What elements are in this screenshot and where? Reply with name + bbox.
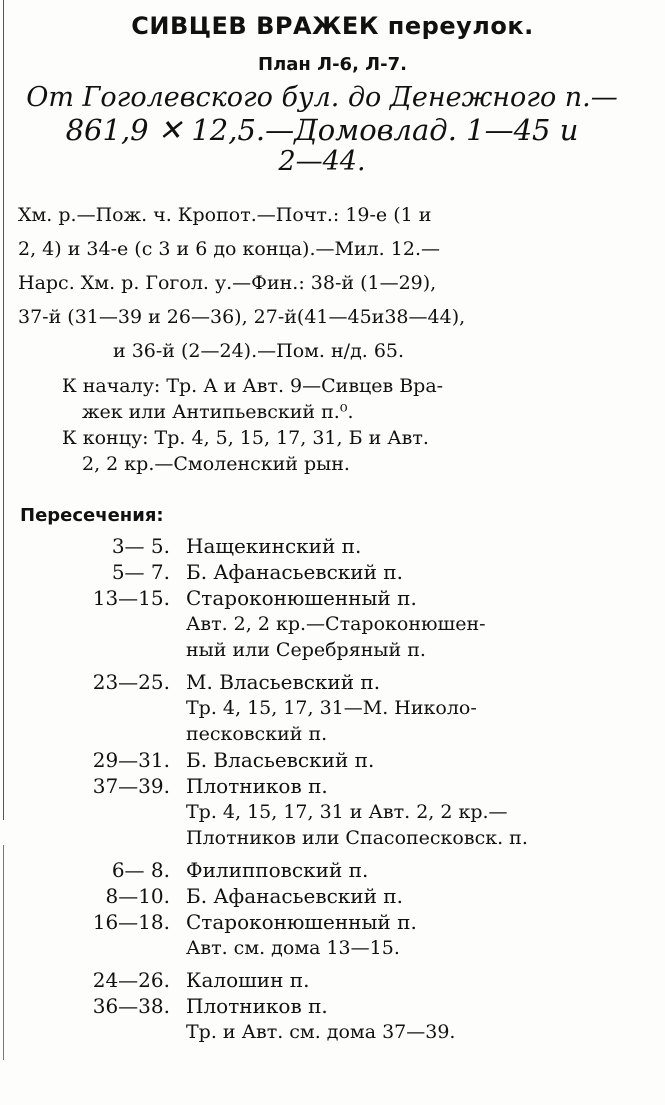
crossing-transit-note: Тр. 4, 15, 17, 31—М. Николо- — [186, 697, 477, 719]
crossing-transit-note: Авт. 2, 2 кр.—Староконюшен- — [186, 613, 486, 635]
crossing-house-numbers: 8—10. — [105, 884, 170, 908]
crossing-street-name: Филипповский п. — [186, 858, 369, 882]
crossing-transit-note: Плотников или Спасопесковск. п. — [186, 827, 528, 849]
crossing-house-numbers: 6— 8. — [111, 858, 170, 882]
route-line: 2—44. — [278, 146, 366, 177]
route-line: От Гоголевского бул. до Денежного п.— — [26, 82, 618, 113]
crossing-house-numbers: 24—26. — [92, 968, 170, 992]
crossing-street-name: Калошин п. — [186, 968, 310, 992]
transit-start-line: К началу: Тр. А и Авт. 9—Сивцев Вра- — [62, 375, 444, 397]
district-line: Нарс. Хм. р. Гогол. у.—Фин.: 38-й (1—29), — [18, 272, 437, 294]
route-description — [22, 82, 622, 178]
transit-info — [62, 373, 622, 477]
crossing-street-name: Плотников п. — [186, 994, 328, 1018]
district-info — [18, 198, 618, 368]
crossing-street-name: М. Власьевский п. — [186, 670, 381, 694]
crossing-transit-note: Авт. см. дома 13—15. — [186, 937, 400, 959]
crossing-transit-note: песковский п. — [186, 723, 328, 745]
route-line: 861,9 ✕ 12,5.—Домовлад. 1—45 и — [65, 113, 579, 147]
plan-reference: План Л-6, Л-7. — [258, 54, 407, 75]
page-edge-line — [3, 0, 4, 820]
street-title: СИВЦЕВ ВРАЖЕК переулок. — [131, 12, 534, 40]
crossing-transit-note: Тр. и Авт. см. дома 37—39. — [186, 1021, 456, 1043]
crossing-house-numbers: 29—31. — [92, 748, 170, 772]
crossing-house-numbers: 5— 7. — [111, 560, 170, 584]
district-line: 37-й (31—39 и 26—36), 27-й(41—45и38—44), — [18, 306, 466, 328]
transit-start-line: жек или Антипьевский п.⁰. — [82, 401, 354, 423]
crossing-street-name: Нащекинский п. — [186, 534, 362, 558]
district-line: Хм. р.—Пож. ч. Кропот.—Почт.: 19-е (1 и — [18, 204, 432, 226]
district-line: и 36-й (2—24).—Пом. н/д. 65. — [113, 340, 405, 362]
crossing-street-name: Плотников п. — [186, 774, 328, 798]
crossing-street-name: Староконюшенный п. — [186, 586, 417, 610]
district-line: 2, 4) и 34-е (с 3 и 6 до конца).—Мил. 12.— — [18, 238, 440, 260]
crossing-house-numbers: 36—38. — [92, 994, 170, 1018]
crossing-transit-note: Тр. 4, 15, 17, 31 и Авт. 2, 2 кр.— — [186, 801, 508, 823]
crossing-house-numbers: 13—15. — [92, 586, 170, 610]
transit-end-line: 2, 2 кр.—Смоленский рын. — [82, 453, 350, 475]
crossing-street-name: Б. Афанасьевский п. — [186, 560, 403, 584]
crossing-house-numbers: 37—39. — [92, 774, 170, 798]
crossing-house-numbers: 16—18. — [92, 910, 170, 934]
transit-end-line: К концу: Тр. 4, 5, 15, 17, 31, Б и Авт. — [62, 427, 429, 449]
crossing-street-name: Б. Власьевский п. — [186, 748, 375, 772]
crossing-street-name: Староконюшенный п. — [186, 910, 417, 934]
crossing-house-numbers: 3— 5. — [111, 534, 170, 558]
crossings-heading: Пересечения: — [20, 505, 164, 526]
crossing-street-name: Б. Афанасьевский п. — [186, 884, 403, 908]
crossing-house-numbers: 23—25. — [92, 670, 170, 694]
crossing-transit-note: ный или Серебряный п. — [186, 639, 426, 661]
